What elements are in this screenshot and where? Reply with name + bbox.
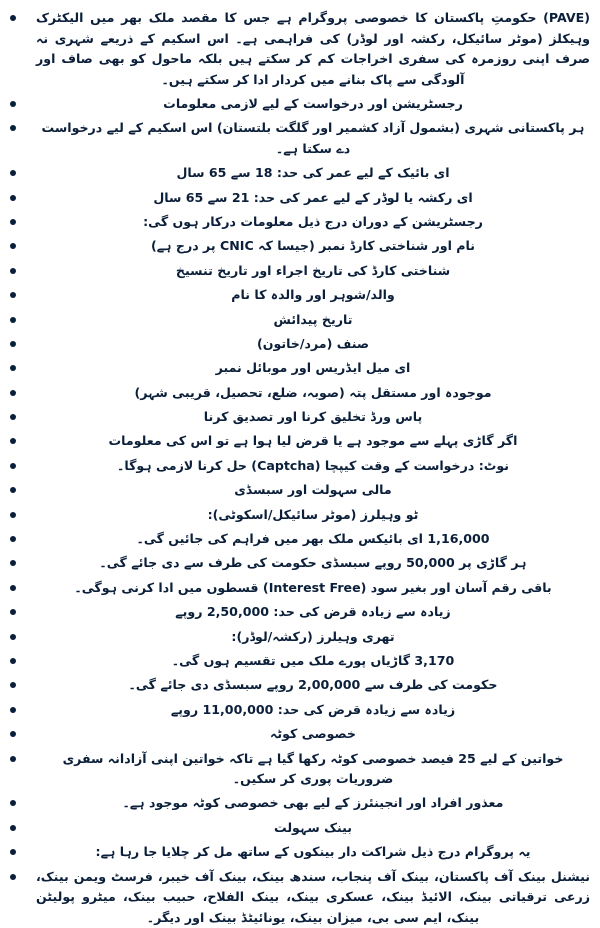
bullet-icon <box>10 585 16 591</box>
list-item <box>36 842 590 863</box>
list-item-text: ٹو وہیلرز (موٹر سائیکل/اسکوٹی): <box>207 506 419 522</box>
list-item <box>36 529 590 550</box>
bullet-icon <box>10 874 16 880</box>
list-item-text: بینک سہولت <box>273 819 352 835</box>
bullet-icon <box>10 390 16 396</box>
list-item-heading-registration <box>36 94 590 115</box>
list-item <box>36 505 590 526</box>
list-item-text: تھری وہیلرز (رکشہ/لوڈر): <box>231 628 395 644</box>
bullet-icon <box>10 682 16 688</box>
bullet-icon <box>10 536 16 542</box>
list-item-text: ہر پاکستانی شہری (بشمول آزاد کشمیر اور گلگت بلتستان) اس اسکیم کے لیے درخواست دے سکتا ہے۔ <box>41 120 585 156</box>
list-item <box>36 793 590 814</box>
list-item-text: زیادہ سے زیادہ قرض کی حد: 2,50,000 روپے <box>175 604 451 620</box>
bullet-icon <box>10 560 16 566</box>
list-item <box>36 749 590 790</box>
bullet-icon <box>10 438 16 444</box>
list-item-text: نام اور شناختی کارڈ نمبر (جیسا کہ CNIC پر درج ہے) <box>150 238 475 254</box>
list-item-text: یہ پروگرام درج ذیل شراکت دار بینکوں کے ساتھ مل کر چلایا جا رہا ہے: <box>95 844 531 860</box>
list-item-text: ای بائیک کے لیے عمر کی حد: 18 سے 65 سال <box>176 165 450 181</box>
bullet-icon <box>10 634 16 640</box>
list-item-text: 1,16,000 ای بائیکس ملک بھر میں فراہم کی جائیں گی۔ <box>136 531 490 547</box>
list-item <box>36 407 590 428</box>
list-item-text: رجسٹریشن کے دوران درج ذیل معلومات درکار ہوں گی: <box>143 213 483 229</box>
list-item-text: رجسٹریشن اور درخواست کے لیے لازمی معلومات <box>163 95 463 111</box>
list-item-text: والد/شوہر اور والدہ کا نام <box>231 287 395 303</box>
bullet-icon <box>10 268 16 274</box>
bullet-icon <box>10 243 16 249</box>
list-item <box>36 188 590 209</box>
bullet-icon <box>10 219 16 225</box>
list-item <box>36 383 590 404</box>
bullet-icon <box>10 317 16 323</box>
list-item-text: (PAVE) حکومتِ پاکستان کا خصوصی پروگرام ہے جس کا مقصد ملک بھر میں الیکٹرک وہیکلز (موٹر سائیکل، رکشہ اور لوڈر) کی فراہمی ہے۔ اس اسکیم کے ذریعے شہری نہ صرف اپنی روزمرہ کی سفری اخراجات کم کر سکتے ہیں بلکہ ماحول کو بھی صاف اور آلودگی سے پاک بنانے میں کردار ادا کر سکتے ہیں۔ <box>36 10 590 87</box>
list-item-text: حکومت کی طرف سے 2,00,000 روپے سبسڈی دی جائے گی۔ <box>128 677 498 693</box>
list-item <box>36 261 590 282</box>
bullet-list <box>36 8 590 928</box>
list-item-text: ہر گاڑی پر 50,000 روپے سبسڈی حکومت کی طرف سے دی جائے گی۔ <box>99 555 527 571</box>
list-item-text: ای میل ایڈریس اور موبائل نمبر <box>215 360 411 376</box>
list-item-text: نیشنل بینک آف پاکستان، بینک آف پنجاب، سندھ بینک، بینک آف خیبر، فرسٹ ویمن بینک، زرعی ترقیاتی بینک، الائیڈ بینک، عسکری بینک، بینک الفلاح، حبیب بینک، میٹرو پولیٹن بینک، ایم سی بی، میزان بینک، یونائیٹڈ بینک اور دیگر۔ <box>36 868 590 925</box>
list-item <box>36 163 590 184</box>
list-item-heading-quota <box>36 724 590 745</box>
bullet-icon <box>10 170 16 176</box>
list-item-text: زیادہ سے زیادہ قرض کی حد: 11,00,000 روپے <box>170 701 456 717</box>
list-item-heading-finance <box>36 480 590 501</box>
list-item-text: تاریخ پیدائش <box>273 311 353 327</box>
list-item <box>36 651 590 672</box>
list-item-text: اگر گاڑی پہلے سے موجود ہے یا قرض لیا ہوا ہے تو اس کی معلومات <box>108 433 518 449</box>
list-item-banks <box>36 867 590 928</box>
bullet-icon <box>10 365 16 371</box>
list-item <box>36 212 590 233</box>
bullet-icon <box>10 731 16 737</box>
list-item-text: 3,170 گاڑیاں پورے ملک میں تقسیم ہوں گی۔ <box>171 652 455 668</box>
list-item-intro <box>36 8 590 90</box>
list-item <box>36 236 590 257</box>
list-item <box>36 578 590 599</box>
list-item <box>36 456 590 477</box>
list-item-text: شناختی کارڈ کی تاریخ اجراء اور تاریخ تنسیخ <box>175 262 451 278</box>
list-item <box>36 675 590 696</box>
list-item <box>36 358 590 379</box>
bullet-icon <box>10 800 16 806</box>
bullet-icon <box>10 292 16 298</box>
list-item-text: باقی رقم آسان اور بغیر سود (Interest Free) قسطوں میں ادا کرنی ہوگی۔ <box>74 579 552 595</box>
bullet-icon <box>10 756 16 762</box>
list-item-text: خصوصی کوٹہ <box>269 726 356 742</box>
list-item-heading-bank <box>36 818 590 839</box>
list-item-text: پاس ورڈ تخلیق کرنا اور تصدیق کرنا <box>203 409 423 425</box>
list-item <box>36 602 590 623</box>
bullet-icon <box>10 512 16 518</box>
list-item <box>36 431 590 452</box>
list-item-text: مالی سہولت اور سبسڈی <box>234 482 392 498</box>
list-item-text: صنف (مرد/خاتون) <box>256 335 370 351</box>
list-item <box>36 700 590 721</box>
bullet-icon <box>10 101 16 107</box>
list-item <box>36 334 590 355</box>
bullet-icon <box>10 341 16 347</box>
bullet-icon <box>10 195 16 201</box>
bullet-icon <box>10 658 16 664</box>
bullet-icon <box>10 849 16 855</box>
list-item-text: خواتین کے لیے 25 فیصد خصوصی کوٹہ رکھا گیا ہے تاکہ خواتین اپنی آزادانہ سفری ضروریات پوری کر سکیں۔ <box>62 750 564 787</box>
bullet-icon <box>10 707 16 713</box>
bullet-icon <box>10 609 16 615</box>
list-item-text: معذور افراد اور انجینئرز کے لیے بھی خصوصی کوٹہ موجود ہے۔ <box>122 795 504 811</box>
list-item <box>36 310 590 331</box>
list-item <box>36 285 590 306</box>
bullet-icon <box>10 414 16 420</box>
bullet-icon <box>10 125 16 131</box>
bullet-icon <box>10 487 16 493</box>
bullet-icon <box>10 463 16 469</box>
list-item-text: موجودہ اور مستقل پتہ (صوبہ، ضلع، تحصیل، قریبی شہر) <box>134 384 492 400</box>
bullet-icon <box>10 825 16 831</box>
list-item <box>36 553 590 574</box>
list-item <box>36 627 590 648</box>
bullet-icon <box>10 15 16 21</box>
list-item-text: نوٹ: درخواست کے وقت کیپچا (Captcha) حل کرنا لازمی ہوگا۔ <box>116 457 510 473</box>
list-item-text: ای رکشہ یا لوڈر کے لیے عمر کی حد: 21 سے 65 سال <box>153 189 473 205</box>
list-item <box>36 118 590 159</box>
